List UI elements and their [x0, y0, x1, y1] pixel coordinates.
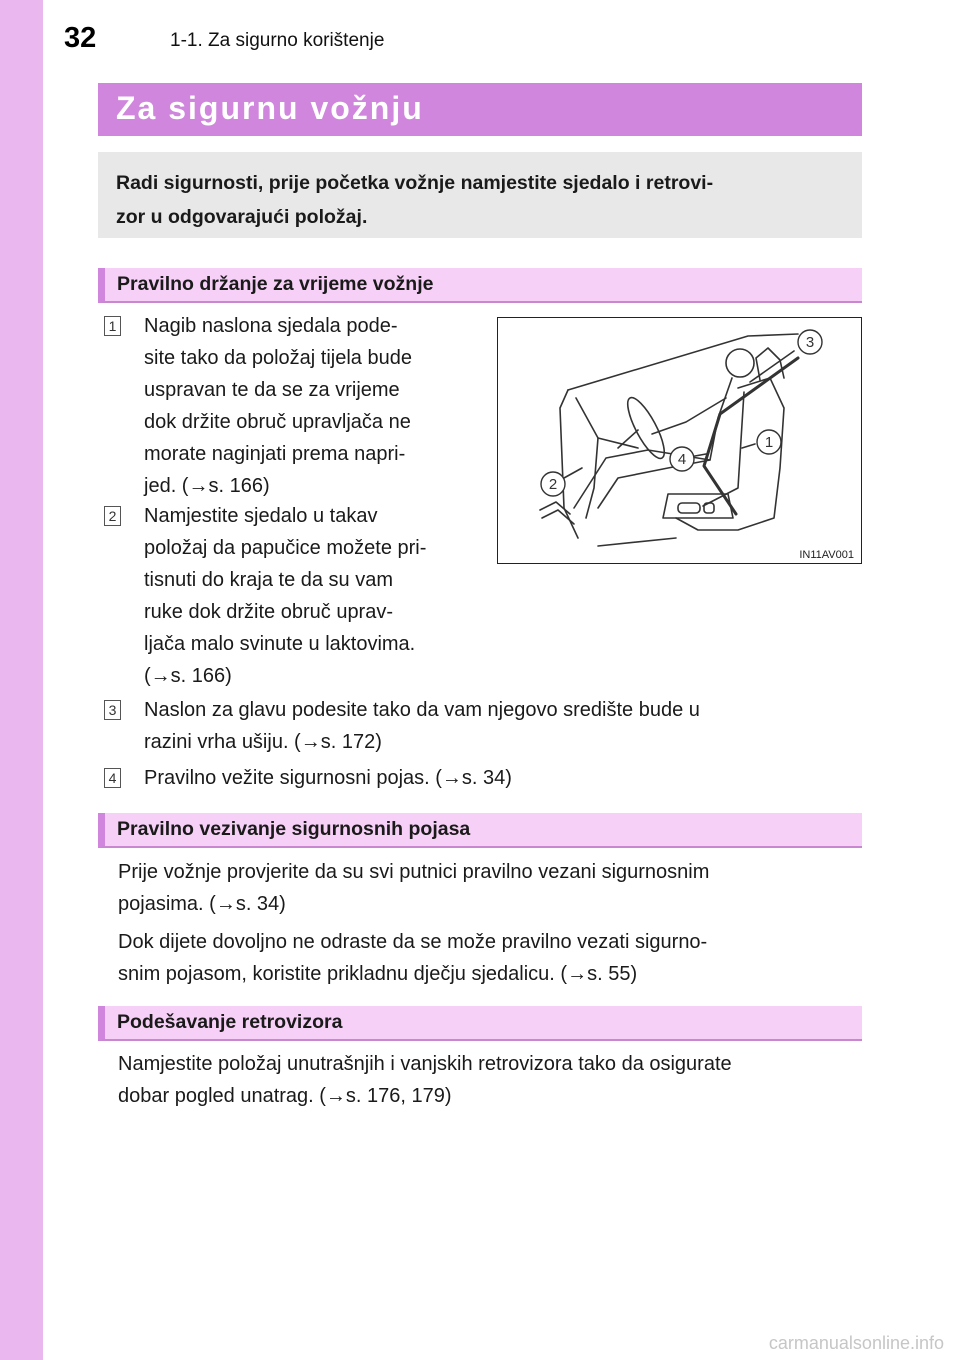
- callout-label-2: 2: [548, 476, 558, 493]
- dashboard-outline: [560, 390, 578, 538]
- driver-head: [726, 349, 754, 377]
- posture-item-2: [144, 500, 477, 692]
- text-line: morate naginjati prema napri-: [144, 443, 406, 465]
- intro-box: [98, 152, 862, 238]
- posture-item-3: [144, 694, 856, 758]
- text-line: ruke dok držite obruč uprav-: [144, 601, 394, 623]
- text-line: Dok dijete dovoljno ne odraste da se može pravilno vezati sigurno-: [118, 931, 708, 953]
- seatbelt-paragraph-1: [118, 856, 856, 920]
- seat-base-outline: [663, 494, 733, 518]
- text-line: snim pojasom, koristite prikladnu dječju sjedalicu. (→s. 55): [118, 963, 638, 985]
- figure-code: IN11AV001: [799, 549, 854, 561]
- posture-item-1: [144, 310, 477, 502]
- text-line: Nagib naslona sjedala pode-: [144, 315, 398, 337]
- text-line: položaj da papučice možete pri-: [144, 537, 427, 559]
- callout-label-1: 1: [764, 434, 774, 451]
- driving-posture-illustration: [497, 317, 862, 564]
- seatbelt-paragraph-2: [118, 926, 856, 990]
- text-line: Namjestite sjedalo u takav: [144, 505, 378, 527]
- callout-label-3: 3: [805, 334, 815, 351]
- text-line: Naslon za glavu podesite tako da vam njegovo središte bude u: [144, 699, 700, 721]
- item-number-1: 1: [104, 316, 121, 336]
- section-heading-mirrors: Podešavanje retrovizora: [98, 1006, 862, 1041]
- watermark-url: carmanualsonline.info: [768, 1333, 944, 1353]
- posture-item-4: [144, 762, 856, 794]
- chapter-side-tab: [0, 0, 43, 1360]
- driver-seat-drawing: [498, 318, 861, 563]
- intro-line: Radi sigurnosti, prije početka vožnje namjestite sjedalo i retrovi-: [116, 172, 714, 194]
- text-line: dok držite obruč upravljača ne: [144, 411, 411, 433]
- text-line: ljača malo svinute u laktovima.: [144, 633, 416, 655]
- text-line: Pravilno vežite sigurnosni pojas. (→s. 34): [144, 767, 512, 789]
- text-line: Prije vožnje provjerite da su svi putnici pravilno vezani sigurnosnim: [118, 861, 710, 883]
- text-line: Namjestite položaj unutrašnjih i vanjskih retrovizora tako da osigurate: [118, 1053, 732, 1075]
- text-line: (→s. 166): [144, 665, 232, 687]
- item-number-3: 3: [104, 700, 121, 720]
- text-line: site tako da položaj tijela bude: [144, 347, 412, 369]
- page-title: Za sigurnu vožnju: [98, 83, 862, 136]
- intro-line: zor u odgovarajući položaj.: [116, 206, 368, 228]
- section-heading-posture: Pravilno držanje za vrijeme vožnje: [98, 268, 862, 303]
- text-line: uspravan te da se za vrijeme: [144, 379, 400, 401]
- text-line: jed. (→s. 166): [144, 475, 270, 497]
- item-number-2: 2: [104, 506, 121, 526]
- mirrors-paragraph: [118, 1048, 856, 1112]
- page-number: 32: [64, 22, 97, 54]
- item-number-4: 4: [104, 768, 121, 788]
- text-line: razini vrha ušiju. (→s. 172): [144, 731, 382, 753]
- text-line: tisnuti do kraja te da su vam: [144, 569, 394, 591]
- text-line: pojasima. (→s. 34): [118, 893, 286, 915]
- callout-label-4: 4: [677, 451, 687, 468]
- chapter-heading: 1-1. Za sigurno korištenje: [170, 30, 385, 51]
- text-line: dobar pogled unatrag. (→s. 176, 179): [118, 1085, 452, 1107]
- section-heading-seatbelts: Pravilno vezivanje sigurnosnih pojasa: [98, 813, 862, 848]
